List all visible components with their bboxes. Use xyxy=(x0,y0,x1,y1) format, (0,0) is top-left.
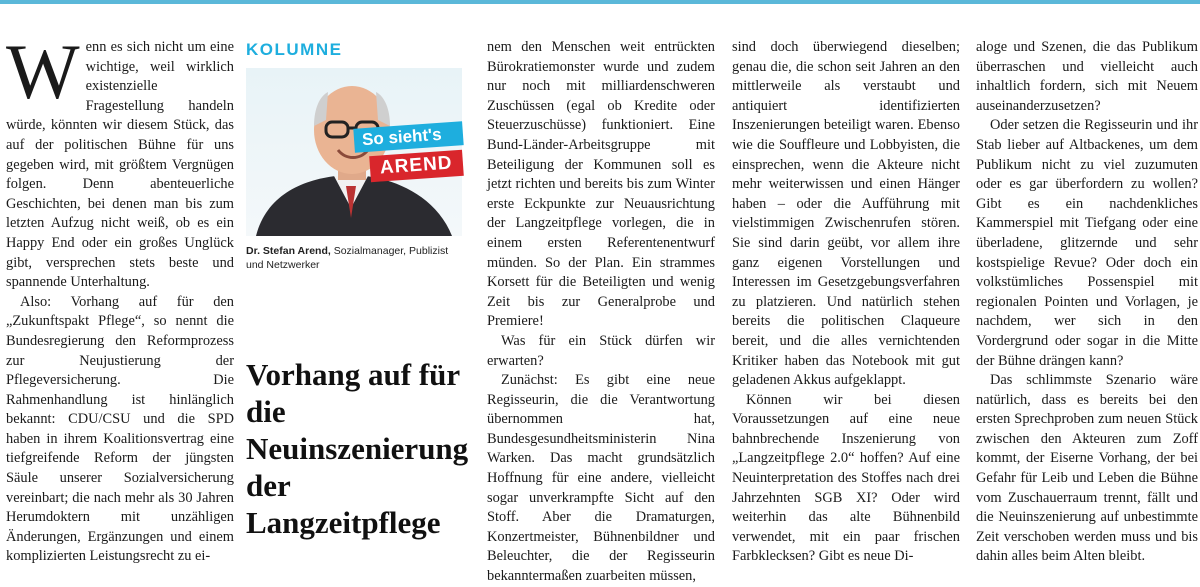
paragraph xyxy=(6,28,234,293)
paragraph: Zunächst: Es gibt eine neue Regisseurin, die die Verantwortung übernommen hat, Bundesgesundheitsministerin Nina Warken. Das macht grundsätzlich Hoffnung für eine andere, vielleicht sogar unverkrampfte Sicht auf den Stoff. Aber die Dramaturgen, Konzertmeister, Bühnenbildner und Beleuchter, die der Regisseurin bekanntermaßen zuarbeiten müssen, xyxy=(487,372,715,585)
badge-line-1: So sieht's xyxy=(353,121,463,153)
paragraph-text: enn es sich nicht um eine wichtige, weil wirklich existenzielle Fragestellung handeln würde, könnten wir diesem Stück, das auf der politischen Bühne für uns gegeben wird, mit größtem Vergnügen folgen. Denn abenteuerliche Geschichten, bei denen man bis zum letzten Aufzug nicht weiß, ob es ein Happy End oder ein großes Unglück gibt, versprechen stets beste und spannende Unterhaltung. xyxy=(6,39,234,291)
paragraph: aloge und Szenen, die das Publikum überraschen und vielleicht auch inhaltlich fordern, sich mit Neuem auseinanderzusetzen? xyxy=(976,39,1198,114)
article-column-1 xyxy=(6,28,234,567)
paragraph: Können wir bei diesen Voraussetzungen auf eine neue bahnbrechende Inszenierung von „Langzeitpflege 2.0“ hoffen? Auf eine Neuinterpretation des Stoffes nach drei Jahrzehnten SGB XI? Oder wird weiterhin das alte Bühnenbild verwendet, mit ein paar frischen Farbklecksen? Gibt es neue Di- xyxy=(732,391,960,565)
column-badge xyxy=(346,125,463,179)
paragraph: Das schlimmste Szenario wäre natürlich, dass es bereits bei den ersten Sprechproben zum neuen Stück zwischen den Akteuren zum Zoff kommt, der Eiserne Vorhang, der bei Gefahr für Leib und Leben die Bühne vom Zuschauerraum trennt, fällt und die Neuinszenierung auf unbestimmte Zeit verschoben werden muss und bis dahin alles beim Alten bleibt. xyxy=(976,372,1198,565)
paragraph: sind doch überwiegend dieselben; genau die, die schon seit Jahren an den mittlerweile als verstaubt und antiquiert identifizierten Inszenierungen beteiligt waren. Ebenso wie die Souffleure und Lobbyisten, die einsprechen, wenn die Akteure nicht mehr weiterwissen und einen Hänger haben – oder die Aufführung mit vielstimmigen Zwischenrufen stören. Sie sind darin geübt, vor allem ihre ganz eigenen Vorstellungen und Interessen im Gesetzgebungsverfahren zu platzieren. Und natürlich stehen bereits die politischen Claqueure bereit, und die alles vernichtenden Kritiker haben das Notebook mit gut geladenen Akkus aufgeklappt. xyxy=(732,39,960,389)
paragraph: Was für ein Stück dürfen wir erwarten? xyxy=(487,332,715,369)
paragraph: Oder setzen die Regisseurin und ihr Stab lieber auf Altbackenes, um dem Publikum nicht zu viel zuzumuten oder es gar überfordern zu wollen? Gibt es ein nachdenkliches Kammerspiel mit Tiefgang oder eine überladene, glitzernde und sehr kostspielige Revue? Oder doch ein volkstümliches Possenspiel mit regionalen Pointen und Vorlagen, je nachdem, wer sich in den Vordergrund oder sogar in die Mitte der Bühne drängen kann? xyxy=(976,117,1198,369)
top-rule xyxy=(0,0,1200,4)
paragraph: Also: Vorhang auf für den „Zukunftspakt Pflege“, so nennt die Bundesregierung den Reformprozess zur Neujustierung der Pflegeversicherung. Die Rahmenhandlung ist hinlänglich bekannt: CDU/CSU und die SPD haben in ihrem Koalitionsvertrag eine tiefgreifende Reform der jüngsten Säule unserer Sozialversicherung vereinbart; die nach mehr als 30 Jahren Herumdoktern mit unzähligen Änderungen, Ergänzungen und einem komplizierten Leistungsrecht zu ei- xyxy=(6,293,234,565)
author-caption xyxy=(246,244,462,272)
author-name: Dr. Stefan Arend, xyxy=(246,245,331,257)
drop-cap: W xyxy=(6,28,80,115)
article-headline: Vorhang auf für die Neuinszenierung der Langzeitpflege xyxy=(246,357,469,540)
article-column-4 xyxy=(732,38,960,567)
article-column-3 xyxy=(487,38,715,587)
author-description: Sozialmanager, Publizist und Netzwerker xyxy=(246,245,449,271)
article-column-5 xyxy=(976,38,1198,567)
paragraph: nem den Menschen weit entrückten Bürokratiemonster wurde und zudem nur noch mit milliardenschweren Zuschüssen (egal ob Kredite oder Steuerzuschüsse) funktioniert. Eine Bund-Länder-Arbeitsgruppe mit Beteiligung der Kommunen soll es jetzt richten und bereits bis zum Winter erste Eckpunkte zur Neuausrichtung der Langzeitpflege vorlegen, die in einem ersten Referentenentwurf münden. So der Plan. Ein strammes Korsett für die Beteiligten und wenig Zeit bis zur Generalprobe und Premiere! xyxy=(487,39,715,330)
section-label: KOLUMNE xyxy=(246,40,343,59)
badge-line-2: AREND xyxy=(369,150,463,182)
